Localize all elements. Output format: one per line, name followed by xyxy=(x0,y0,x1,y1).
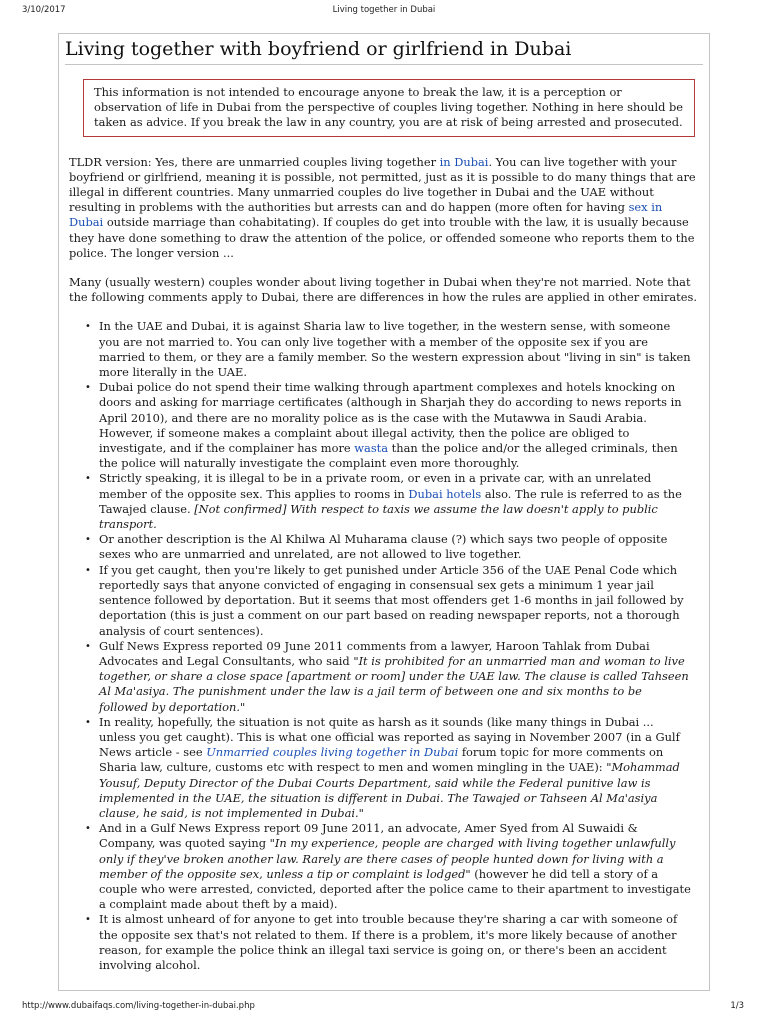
list-item-quote: Mohammad Yousuf, Deputy Director of the Dubai Courts Department, said while the Federal punitive law is implemented in the UAE, the situation is different in Dubai. The Tawajed or Tahseen Al Ma'asiya clause, he said, is not implemented in Dubai. xyxy=(99,760,680,820)
list-item xyxy=(99,471,699,532)
list-item xyxy=(99,821,699,912)
sex-in-dubai-link[interactable]: sex in Dubai xyxy=(69,200,663,230)
list-item xyxy=(99,715,699,821)
unmarried-couples-forum-link[interactable] xyxy=(206,745,458,759)
list-item-text: " xyxy=(240,699,246,714)
print-page-number: 1/3 xyxy=(730,1001,744,1011)
list-item-text: " (however he did tell a story of a couple who were arrested, convicted, deported after the police came to their apartment to investigate a complaint made about theft by a maid). xyxy=(99,866,691,912)
list-item xyxy=(99,639,699,715)
list-item-text: Dubai police do not spend their time walking through apartment complexes and hotels knocking on doors and asking for marriage certificates (although in Sharjah they do according to news reports in April 2010), and there are no morality police as is the case with the Mutawwa in Saudi Arabia. However, if someone makes a complaint about illegal activity, then the police are obliged to investigate, and if the complainer has more xyxy=(99,380,682,456)
list-item-text: And in a Gulf News Express report 09 June 2011, an advocate, Amer Syed from Al Suwaidi & Company, was quoted saying " xyxy=(99,821,638,851)
list-item: • Or another description is the Al Khilwa Al Muharama clause (?) which says two people of opposite sexes who are unmarried and unrelated, are not allowed to live together. xyxy=(99,532,699,562)
wasta-link[interactable]: wasta xyxy=(354,441,389,456)
print-doc-title: Living together in Dubai xyxy=(332,5,436,15)
page-title: Living together with boyfriend or girlfriend in Dubai xyxy=(65,38,703,65)
tldr-text-1: TLDR version: Yes, there are unmarried couples living together xyxy=(69,154,440,169)
bullet-list xyxy=(69,319,699,973)
list-item xyxy=(99,380,699,471)
forum-link-text: Unmarried couples living together in Dubai xyxy=(206,745,459,760)
list-item-text: " xyxy=(358,805,364,820)
intro-paragraph: Many (usually western) couples wonder about living together in Dubai when they're not married. Note that the following comments apply to Dubai, there are differences in how the rules are applied in other emirates. xyxy=(69,275,697,305)
list-item-text: also. The rule is referred to as the Tawajed clause. xyxy=(99,486,682,516)
article-content xyxy=(59,79,709,973)
list-item-quote: In my experience, people are charged with living together unlawfully only if they've broken another law. Rarely are there cases of people hunted down for living with a member of the opposite sex, unless a tip or complaint is lodged xyxy=(99,836,676,881)
print-header xyxy=(0,0,768,18)
list-item-text: Strictly speaking, it is illegal to be in a private room, or even in a private car, with an unrelated member of the opposite sex. This applies to rooms in xyxy=(99,471,652,501)
print-url: http://www.dubaifaqs.com/living-together-in-dubai.php xyxy=(22,1001,255,1011)
article-frame xyxy=(58,33,710,991)
print-footer xyxy=(0,996,768,1014)
list-item-text: In reality, hopefully, the situation is not quite as harsh as it sounds (like many things in Dubai ... unless you get caught). This is what one official was reported as saying in November 2007 (in a Gulf News article - see xyxy=(99,714,680,760)
list-item-quote: It is prohibited for an unmarried man and woman to live together, or share a close space [apartment or room] under the UAE law. The clause is called Tahseen Al Ma'asiya. The punishment under the law is a jail term of between one and six months to be followed by deportation. xyxy=(99,653,689,714)
list-item: • If you get caught, then you're likely to get punished under Article 356 of the UAE Penal Code which reportedly says that anyone convicted of engaging in consensual sex gets a minimum 1 year jail sentence followed by deportation. But it seems that most offenders get 1-6 months in jail followed by deportation (this is just a comment on our part based on reading newspaper reports, not a thorough analysis of court sentences). xyxy=(99,563,699,639)
list-item-text: than the police and/or the alleged criminals, then the police will naturally investigate the complaint even more thoroughly. xyxy=(99,441,678,471)
list-item: • It is almost unheard of for anyone to get into trouble because they're sharing a car with someone of the opposite sex that's not related to them. If there is a problem, it's more likely because of another reason, for example the police think an illegal taxi service is going on, or there's been an accident involving alcohol. xyxy=(99,912,699,973)
list-item-italic: [Not confirmed] With respect to taxis we assume the law doesn't apply to public transport. xyxy=(99,501,658,532)
list-item-text: forum topic for more comments on Sharia law, culture, customs etc with respect to men and women mingling in the UAE): " xyxy=(99,745,664,775)
disclaimer-box: This information is not intended to encourage anyone to break the law, it is a perception or observation of life in Dubai from the perspective of couples living together. Nothing in here should be taken as advice. If you break the law in any country, you are at risk of being arrested and prosecuted. xyxy=(83,79,695,137)
list-item: • In the UAE and Dubai, it is against Sharia law to live together, in the western sense, with someone you are not married to. You can only live together with a member of the opposite sex if you are married to them, or they are a family member. So the western expression about "living in sin" is taken more literally in the UAE. xyxy=(99,319,699,380)
in-dubai-link[interactable]: in Dubai xyxy=(439,154,489,169)
tldr-text-2: . You can live together with your boyfriend or girlfriend, meaning it is possible, not permitted, just as it is possible to do many things that are illegal in different countries. Many unmarried couples do live together in Dubai and the UAE without resulting in problems with the authorities but arrests can and do happen (more often for having xyxy=(69,154,696,215)
print-date: 3/10/2017 xyxy=(22,5,66,15)
list-item-text: Gulf News Express reported 09 June 2011 comments from a lawyer, Haroon Tahlak from Dubai Advocates and Legal Consultants, who said " xyxy=(99,638,650,668)
dubai-hotels-link[interactable]: Dubai hotels xyxy=(408,486,482,501)
tldr-text-3: outside marriage than cohabitating). If couples do get into trouble with the law, it is usually because they have done something to draw the attention of the police, or offended someone who reports them to the police. The longer version ... xyxy=(69,215,695,260)
tldr-paragraph xyxy=(69,155,699,261)
